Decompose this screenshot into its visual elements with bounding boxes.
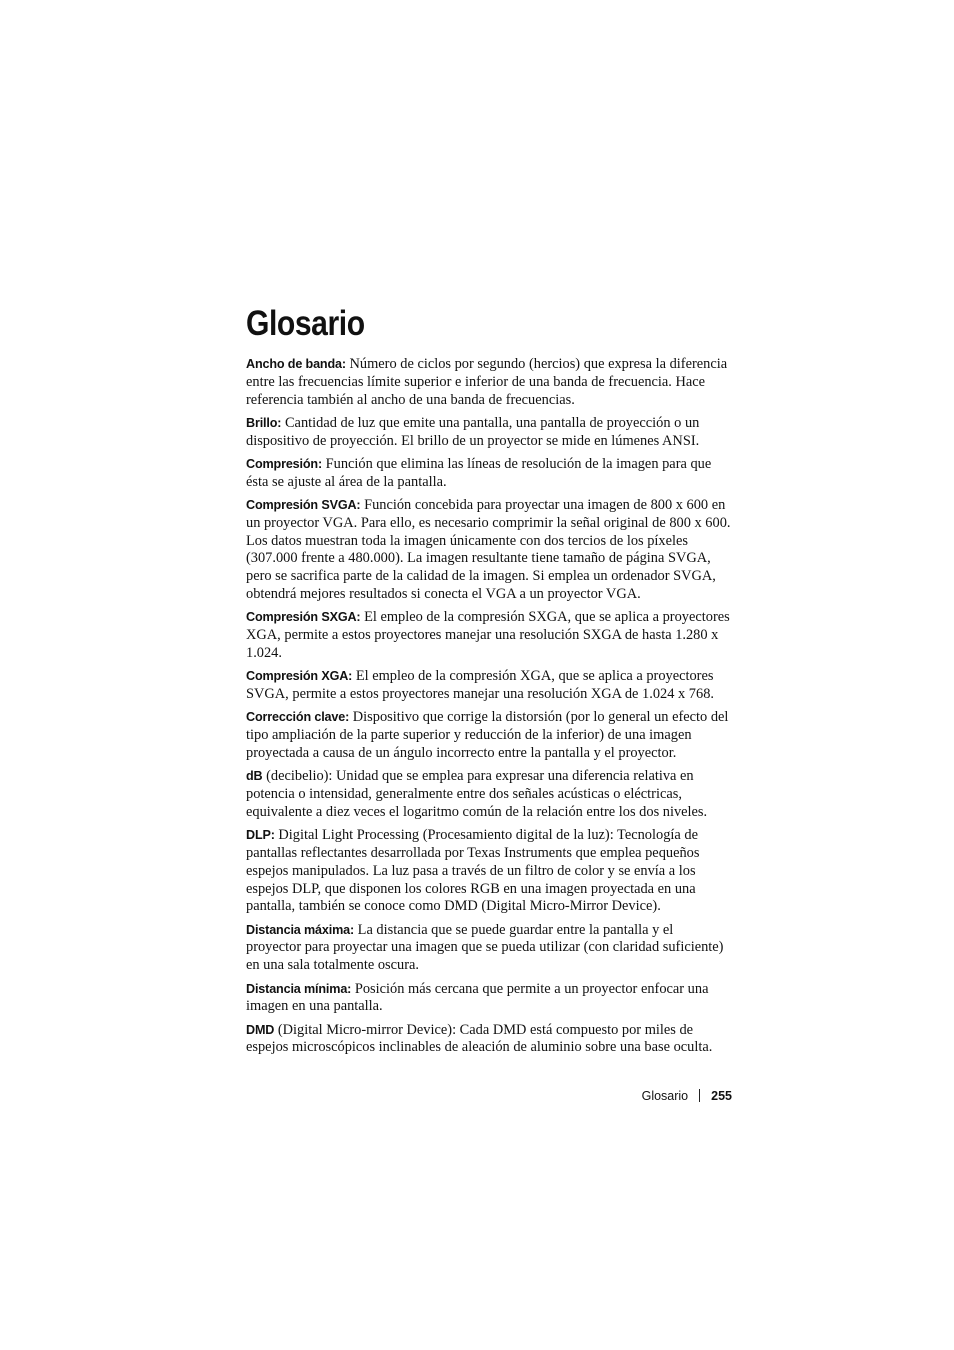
glossary-term: Compresión SVGA: (246, 498, 361, 513)
page-title: Glosario (246, 304, 365, 343)
glossary-definition: (decibelio): Unidad que se emplea para expresar una diferencia relativa en potencia o intensidad, generalmente entre dos señales acústicas o eléctricas, equivalente a diez veces el logaritmo común de la relación entre los dos niveles. (246, 768, 708, 820)
glossary-term: Distancia mínima: (246, 981, 352, 996)
glossary-term: Compresión: (246, 456, 323, 471)
glossary-term: Corrección clave: (246, 710, 350, 725)
glossary-entry-dlp (246, 827, 732, 916)
glossary-entry-ancho-de-banda (246, 356, 732, 409)
footer-section-title: Glosario (641, 1089, 689, 1103)
glossary-term: Brillo: (246, 415, 282, 430)
glossary-definition: Función concebida para proyectar una imagen de 800 x 600 en un proyector VGA. Para ello, es necesario comprimir la señal original de 800 x 600. Los datos muestran toda la imagen únicamente con dos tercios de los píxeles (307.000 frente a 480.000). La imagen resultante tiene tamaño de página SVGA, pero se sacrifica parte de la calidad de la imagen. Si emplea un ordenador SVGA, obtendrá mejores resultados si conecta el VGA a un proyector VGA. (246, 497, 731, 603)
glossary-definition: Número de ciclos por segundo (hercios) que expresa la diferencia entre las frecuencias límite superior e inferior de una banda de frecuencia. Hace referencia también al ancho de una banda de frecuencias. (246, 356, 728, 408)
glossary-list (246, 356, 732, 1063)
glossary-entry-compresion-sxga (246, 609, 732, 662)
glossary-definition: Digital Light Processing (Procesamiento digital de la luz): Tecnología de pantallas reflectantes desarrollada por Texas Instruments que emplea pequeños espejos manipulados. La luz pasa a través de un filtro de color y se envía a los espejos DLP, que disponen los colores RGB en una imagen proyectada en una pantalla, también se conoce como DMD (Digital Micro-Mirror Device). (246, 827, 700, 915)
page-footer (600, 1089, 732, 1103)
glossary-definition: La distancia que se puede guardar entre la pantalla y el proyector para proyectar una imagen que se pueda utilizar (con claridad suficiente) en una sala totalmente oscura. (246, 921, 724, 974)
glossary-term: Distancia máxima: (246, 922, 355, 937)
glossary-entry-distancia-minima (246, 981, 732, 1017)
glossary-definition: Posición más cercana que permite a un proyector enfocar una imagen en una pantalla. (246, 980, 709, 1015)
glossary-definition: (Digital Micro-mirror Device): Cada DMD está compuesto por miles de espejos microscópicos inclinables de aleación de aluminio sobre una base oculta. (246, 1021, 713, 1056)
glossary-entry-correccion-clave (246, 709, 732, 762)
glossary-term: Compresión XGA: (246, 669, 353, 684)
glossary-entry-dmd (246, 1022, 732, 1058)
glossary-entry-compresion-svga (246, 497, 732, 604)
glossary-entry-compresion (246, 456, 732, 492)
glossary-term: Ancho de banda: (246, 357, 346, 371)
glossary-term: Compresión SXGA: (246, 610, 361, 625)
page-number: 255 (711, 1089, 732, 1103)
footer-separator (699, 1089, 700, 1102)
glossary-term: dB (246, 769, 263, 784)
glossary-term: DLP: (246, 828, 275, 843)
glossary-definition: Cantidad de luz que emite una pantalla, una pantalla de proyección o un dispositivo de proyección. El brillo de un proyector se mide en lúmenes ANSI. (246, 414, 700, 449)
glossary-entry-brillo (246, 415, 732, 451)
glossary-entry-db (246, 768, 732, 821)
glossary-entry-distancia-maxima (246, 922, 732, 975)
glossary-term: DMD (246, 1022, 275, 1037)
glossary-definition: Dispositivo que corrige la distorsión (por lo general un efecto del tipo ampliación de la parte superior y reducción de la inferior) de una imagen proyectada a causa de un ángulo incorrecto entre la pantalla y el proyector. (246, 709, 729, 761)
glossary-definition: Función que elimina las líneas de resolución de la imagen para que ésta se ajuste al área de la pantalla. (246, 455, 712, 490)
glossary-entry-compresion-xga (246, 668, 732, 704)
glossary-definition: El empleo de la compresión SXGA, que se aplica a proyectores XGA, permite a estos proyectores manejar una resolución SXGA de hasta 1.280 x 1.024. (246, 609, 730, 661)
glossary-definition: El empleo de la compresión XGA, que se aplica a proyectores SVGA, permite a estos proyectores manejar una resolución XGA de 1.024 x 768. (246, 668, 714, 703)
